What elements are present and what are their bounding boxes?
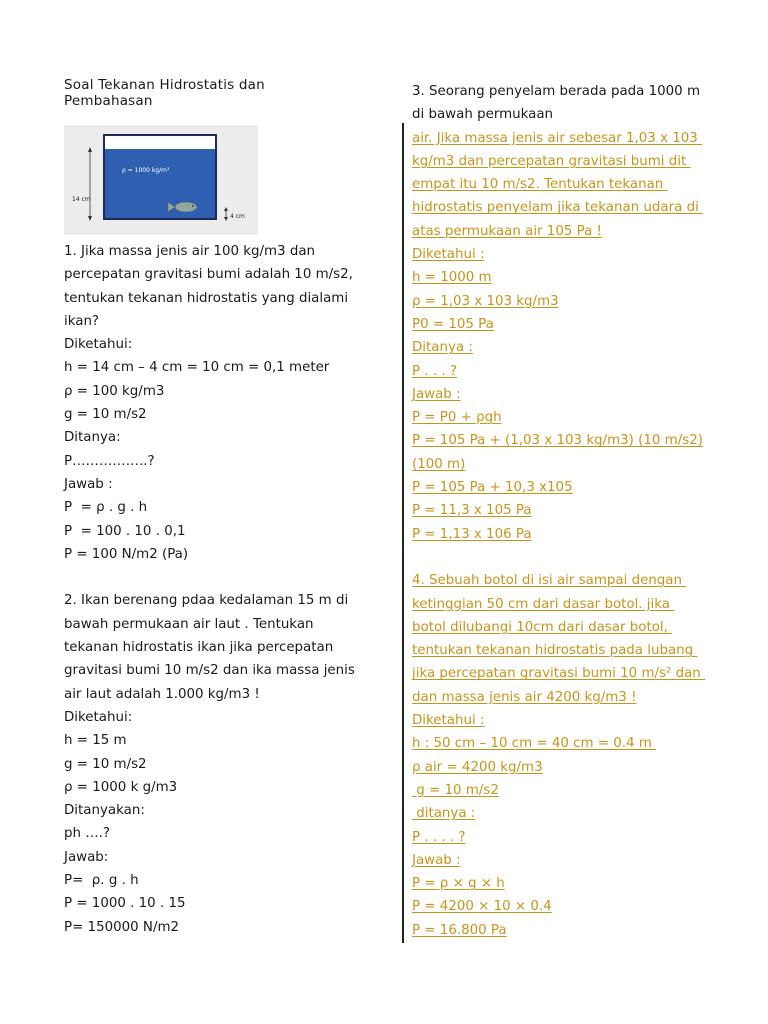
highlighted-line: jika percepatan gravitasi bumi 10 m/s² dan xyxy=(412,666,706,682)
text-line: g = 10 m/s2 xyxy=(64,407,147,423)
highlighted-line: Diketahui : xyxy=(412,713,485,729)
text-line: Ditanyakan: xyxy=(64,803,145,819)
text-line: P = 1000 . 10 . 15 xyxy=(64,896,186,912)
highlighted-line: 4. Sebuah botol di isi air sampai dengan xyxy=(412,573,687,589)
highlighted-line: P . . . . ? xyxy=(412,829,466,845)
text-line: Jawab : xyxy=(64,476,113,492)
highlighted-line: P = ρ × g × h xyxy=(412,876,505,892)
text-line: P= ρ. g . h xyxy=(64,873,139,889)
text-line: di bawah permukaan xyxy=(412,107,554,123)
highlighted-line: P = 105 Pa + 10,3 x105 xyxy=(412,480,573,496)
hydrostatic-tank-figure xyxy=(64,125,258,235)
text-line: ρ = 1000 k g/m3 xyxy=(64,779,178,795)
highlighted-line: P = 4200 × 10 × 0.4 xyxy=(412,899,552,915)
text-line: Diketahui: xyxy=(64,709,133,725)
highlighted-line: ditanya : xyxy=(412,806,476,822)
text-line: P= 150000 N/m2 xyxy=(64,919,180,935)
density-label: ρ = 1000 kg/m³ xyxy=(122,167,170,174)
highlighted-line: P = 11,3 x 105 Pa xyxy=(412,503,532,519)
text-line: gravitasi bumi 10 m/s2 dan ika massa jenis xyxy=(64,663,355,679)
highlighted-line: P = 1,13 x 106 Pa xyxy=(412,526,532,542)
highlighted-line: tentukan tekanan hidrostatis pada lubang xyxy=(412,643,698,659)
text-line: bawah permukaan air laut . Tentukan xyxy=(64,616,314,632)
text-line: Ditanya: xyxy=(64,430,121,446)
title-line-2: Pembahasan xyxy=(64,93,153,109)
water-body xyxy=(105,149,215,218)
highlighted-line: (100 m) xyxy=(412,456,466,472)
text-line: 3. Seorang penyelam berada pada 1000 m xyxy=(412,84,700,99)
highlighted-line: ketinggian 50 cm dari dasar botol. jika xyxy=(412,596,675,612)
highlighted-line: h = 1000 m xyxy=(412,270,492,286)
tracked-change-bar xyxy=(402,123,404,943)
text-line: air laut adalah 1.000 kg/m3 ! xyxy=(64,686,260,702)
text-line: tentukan tekanan hidrostatis yang dialami xyxy=(64,290,349,306)
text-line: ρ = 100 kg/m3 xyxy=(64,383,165,399)
title-line-1: Soal Tekanan Hidrostatis dan xyxy=(64,77,265,93)
right-column xyxy=(412,80,742,942)
text-line: h = 15 m xyxy=(64,733,127,749)
left-text-block xyxy=(64,240,384,939)
text-line: Jawab: xyxy=(64,849,109,865)
highlighted-line: dan massa jenis air 4200 kg/m3 ! xyxy=(412,689,637,705)
page-title xyxy=(64,77,384,109)
highlighted-line: P = P0 + ρgh xyxy=(412,410,502,426)
highlighted-line: ρ = 1,03 x 103 kg/m3 xyxy=(412,293,559,309)
highlighted-line: empat itu 10 m/s2. Tentukan tekanan xyxy=(412,177,668,193)
text-line: P……………..? xyxy=(64,453,155,469)
highlighted-line: botol dilubangi 10cm dari dasar botol, xyxy=(412,619,673,635)
highlighted-line: Jawab : xyxy=(412,852,461,868)
tank-diagram xyxy=(64,125,258,235)
highlighted-line: air. Jika massa jenis air sebesar 1,03 x 103 xyxy=(412,130,703,146)
text-line: h = 14 cm – 4 cm = 10 cm = 0,1 meter xyxy=(64,360,330,376)
blank-line xyxy=(412,546,742,569)
text-line: g = 10 m/s2 xyxy=(64,756,147,772)
highlighted-line: P . . . ? xyxy=(412,363,457,379)
height-label: 14 cm xyxy=(72,196,91,203)
blank-line xyxy=(64,566,384,589)
highlighted-line: hidrostatis penyelam jika tekanan udara di xyxy=(412,200,704,216)
text-line: P = ρ . g . h xyxy=(64,500,148,516)
highlighted-line: P0 = 105 Pa xyxy=(412,316,494,332)
highlighted-line: kg/m3 dan percepatan gravitasi bumi dit xyxy=(412,153,691,169)
highlighted-line: P = 16.800 Pa xyxy=(412,922,507,938)
highlighted-line: atas permukaan air 105 Pa ! xyxy=(412,223,602,239)
text-line: ikan? xyxy=(64,313,100,329)
highlighted-line: ρ air = 4200 kg/m3 xyxy=(412,759,543,775)
text-line: 2. Ikan berenang pdaa kedalaman 15 m di xyxy=(64,593,349,609)
highlighted-line: Ditanya : xyxy=(412,340,473,356)
highlighted-line: Diketahui : xyxy=(412,247,485,263)
text-line: percepatan gravitasi bumi adalah 10 m/s2, xyxy=(64,267,353,283)
text-line: ph ….? xyxy=(64,826,110,842)
text-line: Diketahui: xyxy=(64,337,133,353)
highlighted-line: P = 105 Pa + (1,03 x 103 kg/m3) (10 m/s2) xyxy=(412,433,703,449)
depth-label: 4 cm xyxy=(230,213,245,220)
highlighted-line: h : 50 cm – 10 cm = 40 cm = 0.4 m xyxy=(412,736,657,752)
left-column xyxy=(64,77,384,939)
highlighted-line: Jawab : xyxy=(412,386,461,402)
text-line: P = 100 . 10 . 0,1 xyxy=(64,523,186,539)
text-line: 1. Jika massa jenis air 100 kg/m3 dan xyxy=(64,244,316,259)
highlighted-line: g = 10 m/s2 xyxy=(412,782,499,798)
text-line: P = 100 N/m2 (Pa) xyxy=(64,546,189,562)
text-line: tekanan hidrostatis ikan jika percepatan xyxy=(64,640,334,656)
